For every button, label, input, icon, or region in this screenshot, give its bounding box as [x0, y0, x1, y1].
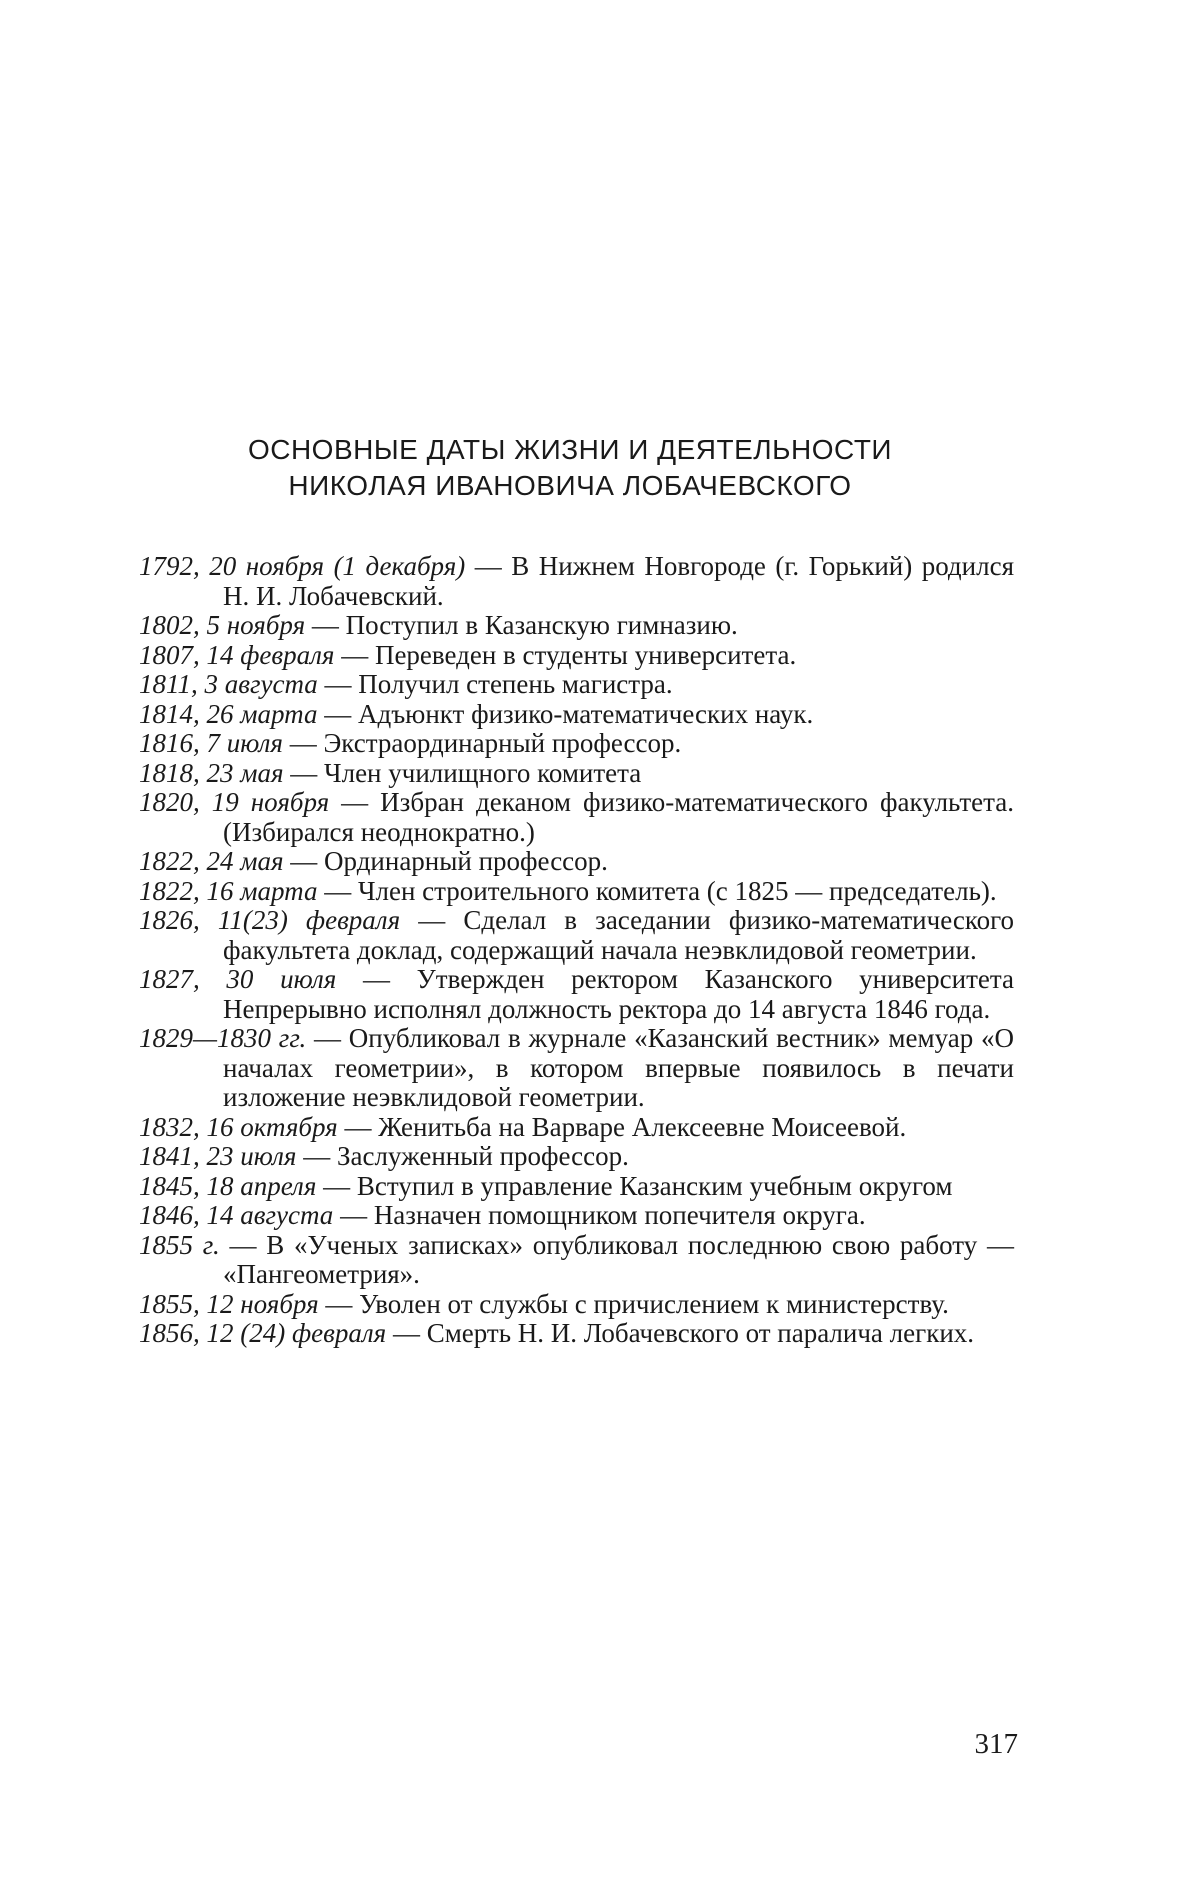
chronology-entry	[139, 1201, 1014, 1231]
entry-text: — Утвержден ректором Казанского университета Непрерывно исполнял должность ректора до 14 августа 1846 года.	[223, 964, 1014, 1024]
entry-date: 1832, 16 октября	[139, 1111, 338, 1142]
chronology-entry	[139, 965, 1014, 1024]
chronology-entry	[139, 847, 1014, 877]
entry-text: — Избран деканом физико-математического факультета. (Избирался неоднократно.)	[223, 787, 1014, 847]
chronology-entry	[139, 1024, 1014, 1113]
chronology-entry	[139, 1142, 1014, 1172]
entry-text: — Член строительного комитета (с 1825 — председатель).	[317, 875, 997, 906]
chronology-entry	[139, 1290, 1014, 1320]
entry-date: 1841, 23 июля	[139, 1141, 297, 1171]
entry-date: 1802, 5 ноября	[139, 610, 306, 640]
entry-date: 1811, 3 августа	[139, 669, 318, 699]
chronology-entry	[139, 670, 1014, 700]
entry-date: 1814, 26 марта	[139, 698, 318, 729]
chronology-entry	[139, 552, 1014, 611]
entry-text: — Адъюнкт физико-математических наук.	[317, 698, 814, 729]
entry-date: 1818, 23 мая	[139, 757, 284, 788]
entry-text: — Член училищного комитета	[283, 757, 642, 788]
chronology-entry	[139, 906, 1014, 965]
chronology-entry	[139, 1172, 1014, 1202]
entry-text: — Назначен помощником попечителя округа.	[333, 1200, 866, 1230]
entry-text: — Смерть Н. И. Лобачевского от паралича легких.	[386, 1318, 975, 1348]
entry-text: — Экстраординарный профессор.	[282, 728, 682, 758]
entry-text: — Вступил в управление Казанским учебным округом	[316, 1170, 953, 1201]
chronology-entry	[139, 788, 1014, 847]
chronology-entry	[139, 700, 1014, 730]
entry-text: — Уволен от службы с причислением к министерству.	[318, 1288, 949, 1319]
entry-date: 1820, 19 ноября	[139, 787, 330, 817]
chronology-entry	[139, 729, 1014, 759]
entry-date: 1822, 24 мая	[139, 846, 284, 876]
entry-text: — Заслуженный профессор.	[296, 1141, 629, 1171]
chronology-entry	[139, 1113, 1014, 1143]
chapter-title-line-1: ОСНОВНЫЕ ДАТЫ ЖИЗНИ И ДЕЯТЕЛЬНОСТИ	[247, 434, 893, 465]
chapter-title-line-2: НИКОЛАЯ ИВАНОВИЧА ЛОБАЧЕВСКОГО	[288, 470, 852, 501]
entry-date: 1855, 12 ноября	[139, 1288, 319, 1319]
entry-date: 1827, 30 июля	[139, 964, 337, 994]
entry-date: 1829—1830 гг.	[139, 1023, 307, 1053]
entry-text: — Ординарный профессор.	[283, 846, 608, 876]
page-number: 317	[974, 1728, 1018, 1760]
entry-date: 1792, 20 ноября (1 декабря)	[139, 551, 466, 581]
entry-text: — Опубликовал в журнале «Казанский вестник» мемуар «О началах геометрии», в котором впервые появилось в печати изложение неэвклидовой геометрии.	[223, 1023, 1014, 1112]
entry-text: — В Нижнем Новгороде (г. Горький) родился Н. И. Лобачевский.	[223, 551, 1014, 611]
chronology-entry	[139, 1231, 1014, 1290]
chronology-entry	[139, 641, 1014, 671]
entry-text: — Сделал в заседании физико-математического факультета доклад, содержащий начала неэвклидовой геометрии.	[223, 905, 1014, 965]
entry-date: 1807, 14 февраля	[139, 639, 335, 670]
entry-date: 1822, 16 марта	[139, 875, 318, 906]
entry-date: 1826, 11(23) февраля	[139, 905, 401, 935]
chronology-entry	[139, 877, 1014, 907]
entry-date: 1845, 18 апреля	[139, 1170, 317, 1201]
chapter-title	[160, 432, 980, 504]
chronology-entry	[139, 1319, 1014, 1349]
entry-text: — В «Ученых записках» опубликовал последнюю свою работу — «Пангеометрия».	[219, 1229, 1014, 1289]
entry-date: 1855 г.	[139, 1229, 220, 1260]
chronology-list	[139, 552, 1014, 1349]
entry-date: 1856, 12 (24) февраля	[139, 1318, 387, 1348]
chronology-entry	[139, 759, 1014, 789]
entry-text: — Переведен в студенты университета.	[334, 639, 797, 670]
entry-date: 1816, 7 июля	[139, 728, 283, 758]
entry-text: — Женитьба на Варваре Алексеевне Моисеевой.	[337, 1111, 907, 1142]
entry-date: 1846, 14 августа	[139, 1200, 334, 1230]
entry-text: — Поступил в Казанскую гимназию.	[305, 610, 738, 640]
entry-text: — Получил степень магистра.	[317, 669, 673, 699]
chronology-entry	[139, 611, 1014, 641]
